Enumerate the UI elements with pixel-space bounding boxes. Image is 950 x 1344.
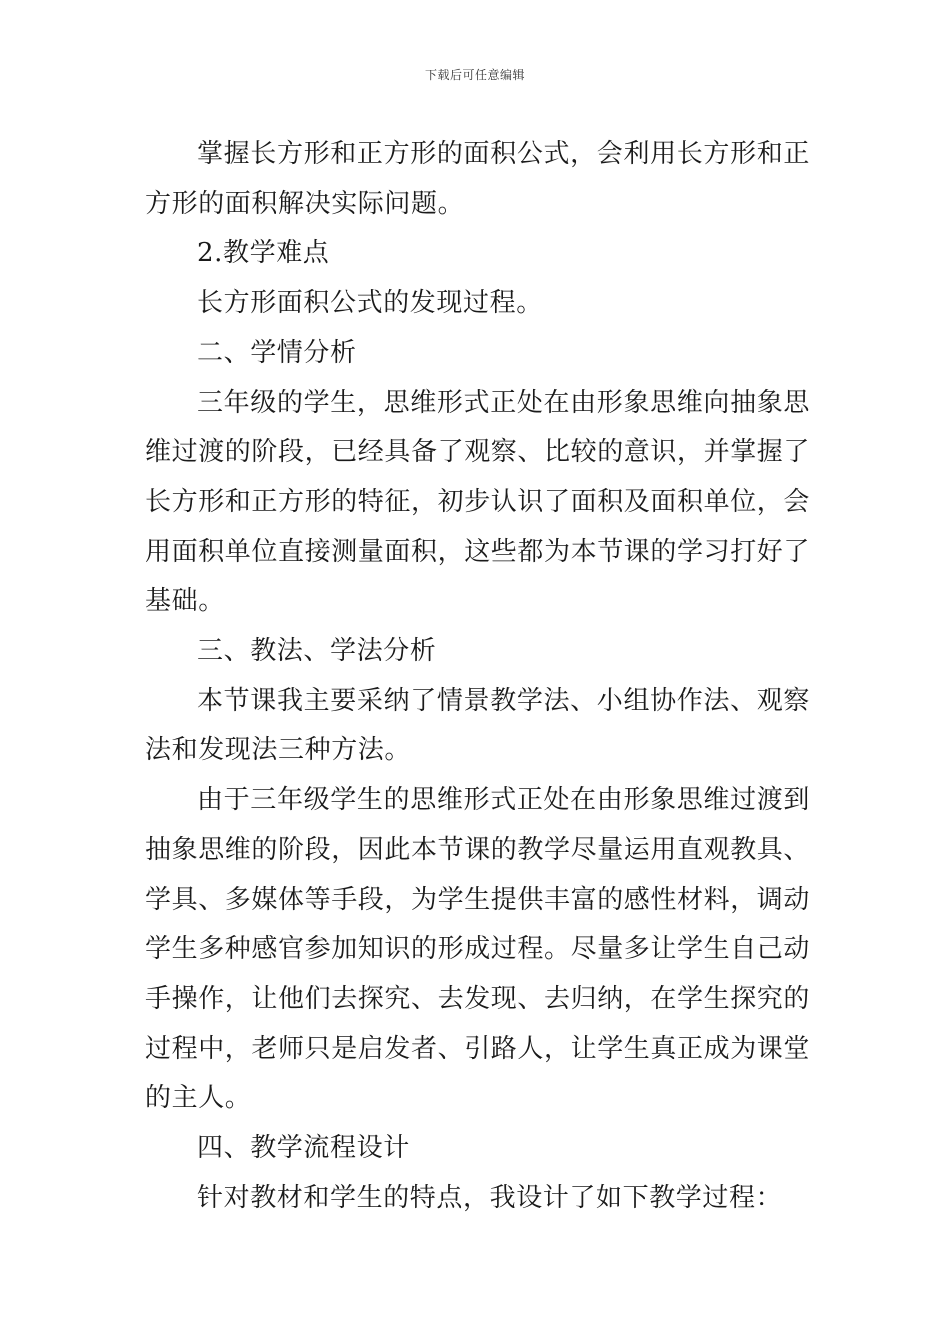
document-body (145, 130, 810, 1223)
section-heading-teaching-difficulty: 2.教学难点 (197, 238, 330, 269)
paragraph-5: 由于三年级学生的思维形式正处在由形象思维过渡到抽象思维的阶段，因此本节课的教学尽量运用直观教具、学具、多媒体等手段，为学生提供丰富的感性材料，调动学生多种感官参加知识的形成过程。尽量多让学生自己动手操作，让他们去探究、去发现、去归纳，在学生探究的过程中，老师只是启发者、引路人，让学生真正成为课堂的主人。 (145, 785, 811, 1114)
paragraph-6: 针对教材和学生的特点，我设计了如下教学过程： (197, 1182, 783, 1213)
section-heading-student-analysis: 二、学情分析 (197, 337, 357, 368)
page-header: 下载后可任意编辑 (424, 68, 525, 82)
section-heading-process-design: 四、教学流程设计 (197, 1133, 410, 1164)
paragraph-2: 长方形面积公式的发现过程。 (197, 288, 543, 319)
paragraph-4: 本节课我主要采纳了情景教学法、小组协作法、观察法和发现法三种方法。 (145, 685, 810, 766)
paragraph-1: 掌握长方形和正方形的面积公式，会利用长方形和正方形的面积解决实际问题。 (145, 139, 810, 219)
section-heading-method-analysis: 三、教法、学法分析 (197, 636, 437, 667)
paragraph-3: 三年级的学生，思维形式正处在由形象思维向抽象思维过渡的阶段，已经具备了观察、比较的意识，并掌握了长方形和正方形的特征，初步认识了面积及面积单位，会用面积单位直接测量面积，这些都为本节课的学习打好了基础。 (145, 387, 811, 617)
